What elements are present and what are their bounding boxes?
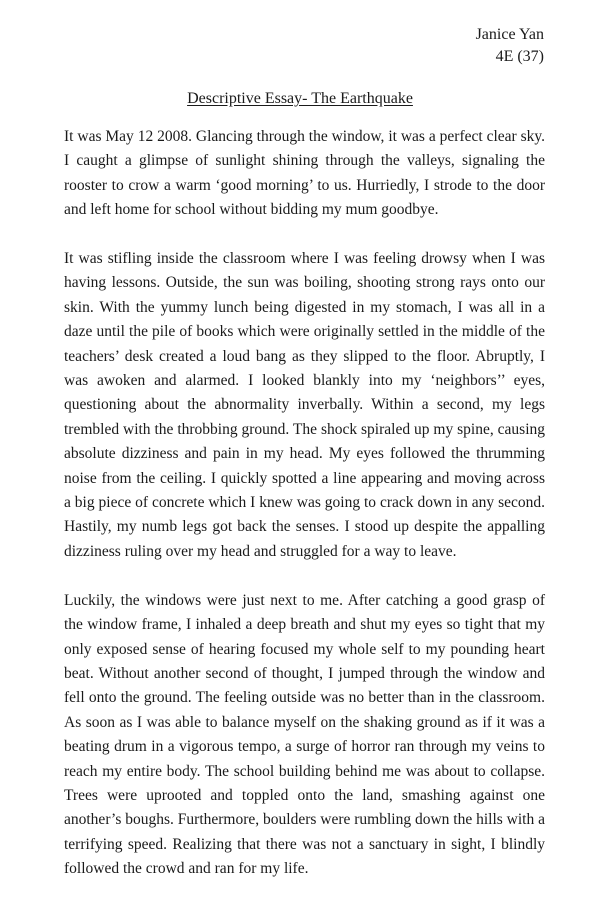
class-info: 4E (37) <box>495 48 544 65</box>
paragraph-2: It was stifling inside the classroom where I was feeling drowsy when I was having lessons. Outside, the sun was boiling, shooting strong rays onto our skin. With the yummy lunch being digested in my stomach, I was all in a daze until the pile of books which were originally settled in the middle of the teachers’ desk created a loud bang as they slipped to the floor. Abruptly, I was awoken and alarmed. I looked blankly into my ‘neighbors’’ eyes, questioning about the abnormality inverbally. Within a second, my legs trembled with the throbbing ground. The shock spiraled up my spine, causing absolute dizziness and pain in my head. My eyes followed the thrumming noise from the ceiling. I quickly spotted a line appearing and moving across a big piece of concrete which I knew was going to crack down in any second. Hastily, my numb legs got back the senses. I stood up despite the appalling dizziness ruling over my head and struggled for a way to leave. <box>64 250 545 560</box>
essay-title-text: Descriptive Essay- The Earthquake <box>187 90 413 107</box>
essay-body <box>64 125 545 906</box>
essay-title <box>0 88 600 110</box>
author-block <box>476 24 544 68</box>
paragraph-1: It was May 12 2008. Glancing through the window, it was a perfect clear sky. I caught a glimpse of sunlight shining through the valleys, signaling the rooster to crow a warm ‘good morning’ to us. Hurriedly, I strode to the door and left home for school without bidding my mum goodbye. <box>64 128 545 219</box>
paragraph-3: Luckily, the windows were just next to me. After catching a good grasp of the window frame, I inhaled a deep breath and shut my eyes so tight that my only exposed sense of hearing focused my whole self to my pounding heart beat. Without another second of thought, I jumped through the window and fell onto the ground. The feeling outside was no better than in the classroom. As soon as I was able to balance myself on the shaking ground as if it was a beating drum in a vigorous tempo, a surge of horror ran through my veins to reach my entire body. The school building behind me was about to collapse. Trees were uprooted and toppled onto the land, smashing against one another’s boughs. Furthermore, boulders were rumbling down the hills with a terrifying speed. Realizing that there was not a sanctuary in sight, I blindly followed the crowd and ran for my life. <box>64 591 545 878</box>
author-name: Janice Yan <box>475 26 544 43</box>
